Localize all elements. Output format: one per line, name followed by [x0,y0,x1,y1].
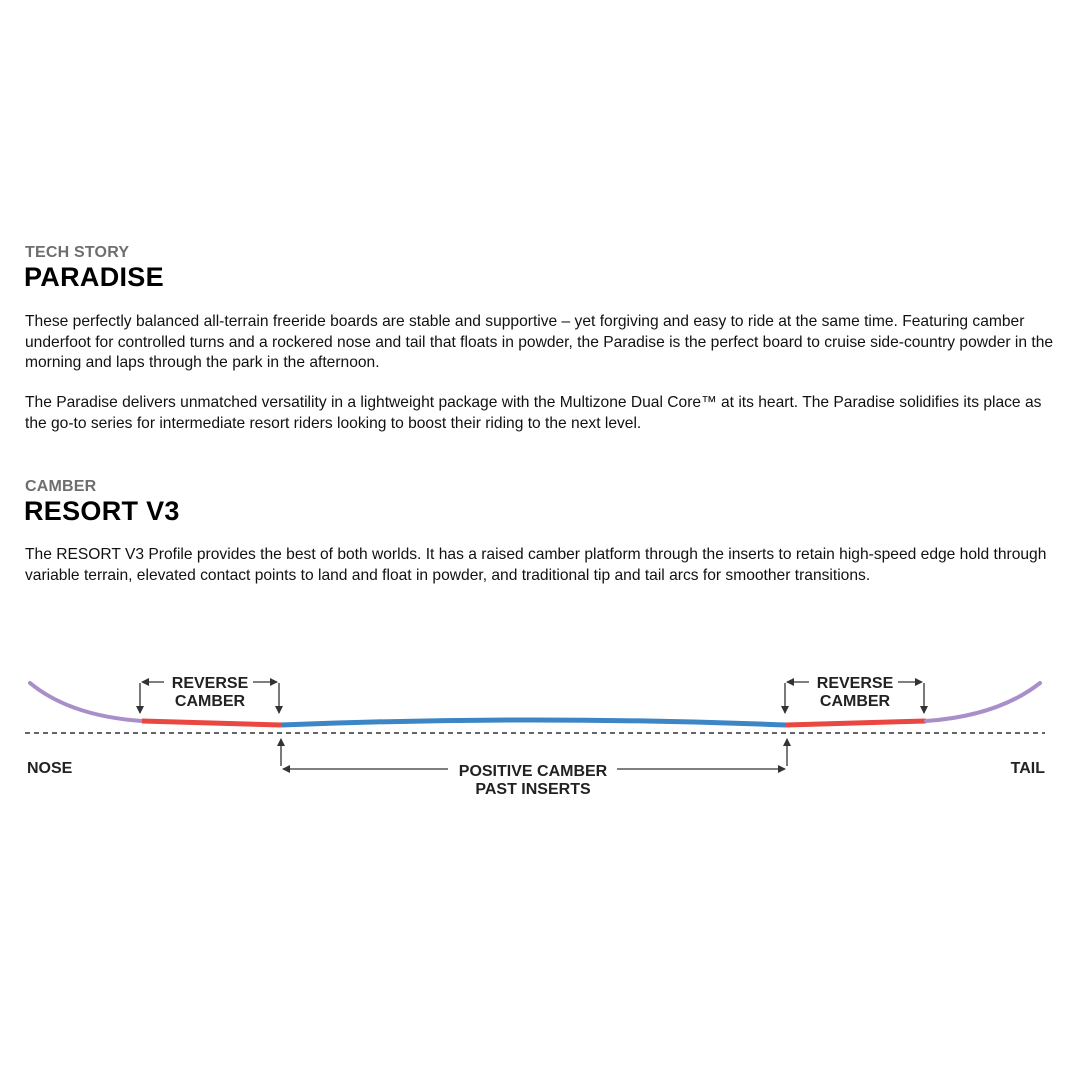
nose-reverse-camber-segment [142,721,281,725]
tail-rocker-segment [926,683,1040,721]
right-zone-label-line1: REVERSE [816,675,894,692]
nose-rocker-segment [30,683,142,721]
camber-paragraph: The RESORT V3 Profile provides the best of both worlds. It has a raised camber platform through the inserts to retain high-speed edge hold through variable terrain, elevated contact points to land and float in powder, and traditional tip and tail arcs for smoother transitions. [25,546,1047,584]
tech-story-eyebrow: TECH STORY [25,244,130,261]
tech-story-paragraph-1: These perfectly balanced all-terrain freeride boards are stable and supportive – yet forgiving and easy to ride at the same time. Featuring camber underfoot for controlled turns and a rockered nose and tail that floats in powder, the Paradise is the perfect board to cruise side-country powder in the morning and laps through the park in the afternoon. [25,313,1054,371]
tail-label: TAIL [1010,760,1045,777]
left-zone-label-line1: REVERSE [171,675,249,692]
camber-profile-diagram [0,660,1080,810]
tech-story-title: PARADISE [24,262,164,292]
center-zone-label-line1: POSITIVE CAMBER [458,763,608,780]
camber-title: RESORT V3 [24,496,180,526]
center-zone-label-line2: PAST INSERTS [475,781,591,798]
left-zone-label-line2: CAMBER [174,693,246,710]
positive-camber-segment [281,720,786,725]
nose-label: NOSE [27,760,73,777]
tail-reverse-camber-segment [786,721,926,725]
tech-story-paragraph-2: The Paradise delivers unmatched versatility in a lightweight package with the Multizone Dual Core™ at its heart. The Paradise solidifies its place as the go-to series for intermediate resort riders looking to boost their riding to the next level. [25,394,1042,432]
right-zone-label-line2: CAMBER [819,693,891,710]
camber-eyebrow: CAMBER [25,478,97,495]
